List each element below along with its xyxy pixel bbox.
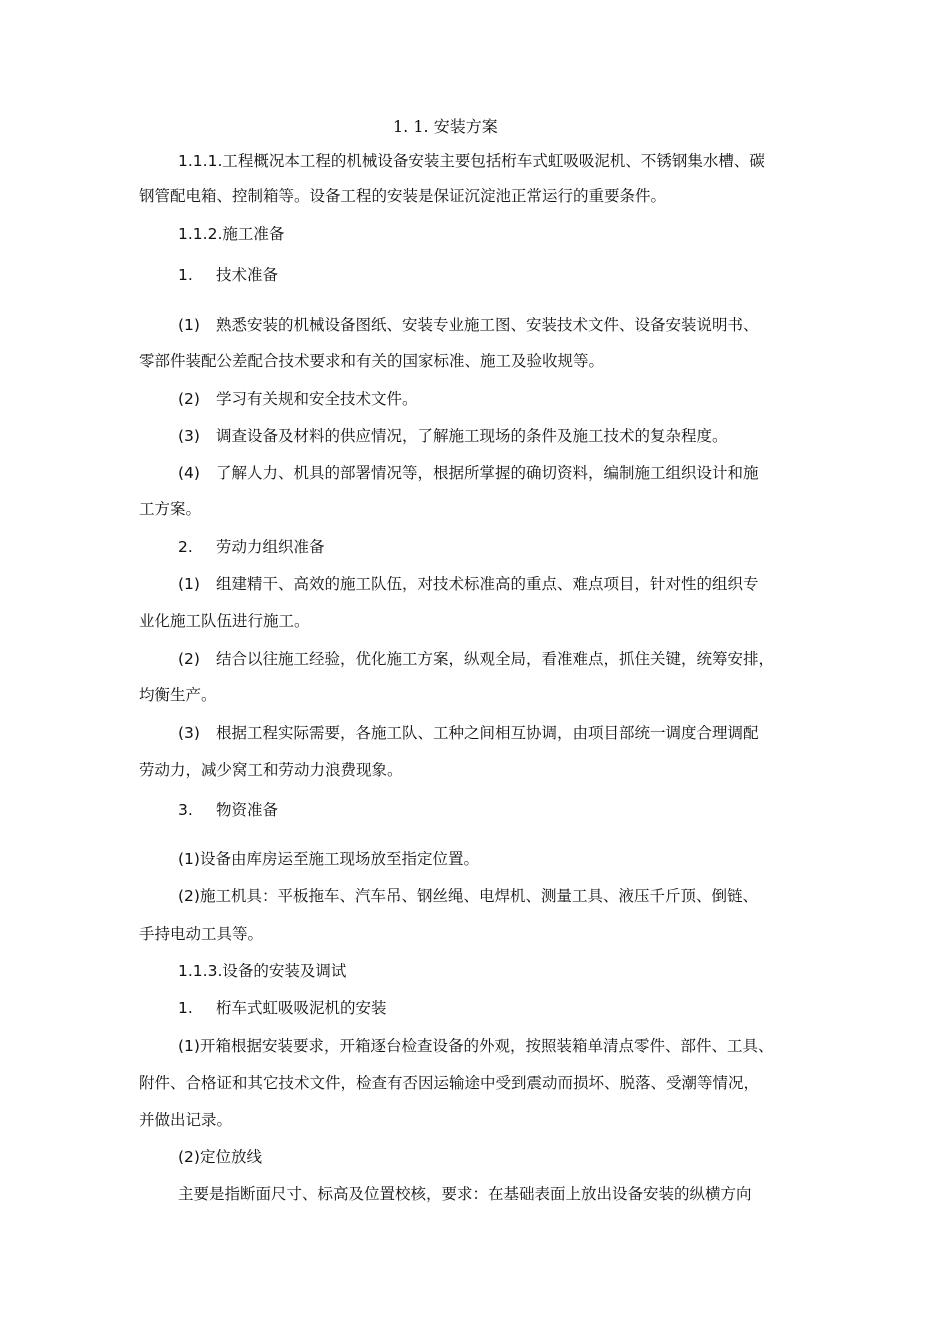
- paragraph-line: 零部件装配公差配合技术要求和有关的国家标准、施工及验收规等。: [139, 352, 605, 370]
- item-number: (3): [178, 427, 200, 445]
- paragraph-line: (1)设备由库房运至施工现场放至指定位置。: [178, 850, 479, 868]
- list-item: [178, 314, 759, 336]
- list-item: [178, 425, 728, 447]
- paragraph-line: 1.1.1.工程概况本工程的机械设备安装主要包括桁车式虹吸吸泥机、不锈钢集水槽、碳: [178, 152, 765, 170]
- item-number: (3): [178, 724, 200, 742]
- paragraph-line: 附件、合格证和其它技术文件，检查有否因运输途中受到震动而损坏、脱落、受潮等情况，: [139, 1074, 760, 1092]
- list-heading-text: 劳动力组织准备: [216, 538, 325, 556]
- list-heading: [178, 799, 278, 821]
- list-item: [178, 722, 759, 744]
- item-number: (1): [178, 316, 200, 334]
- paragraph-line: 手持电动工具等。: [139, 925, 264, 943]
- paragraph-line: 并做出记录。: [139, 1111, 233, 1129]
- subsection-heading: 1.1.2.施工准备: [178, 225, 285, 243]
- list-heading-text: 技术准备: [216, 266, 279, 284]
- item-text: 组建精干、高效的施工队伍，对技术标准高的重点、难点项目，针对性的组织专: [216, 575, 759, 593]
- subsection-heading: 1.1.3.设备的安装及调试: [178, 962, 347, 980]
- list-item: [178, 573, 759, 595]
- paragraph-line: 业化施工队伍进行施工。: [139, 612, 310, 630]
- list-item: [178, 462, 759, 484]
- list-item: [178, 648, 774, 670]
- item-number: (1): [178, 575, 200, 593]
- item-number: (4): [178, 464, 200, 482]
- list-number: 3.: [178, 801, 193, 819]
- paragraph-line: 钢管配电箱、控制箱等。设备工程的安装是保证沉淀池正常运行的重要条件。: [139, 187, 667, 205]
- paragraph-line: (1)开箱根据安装要求，开箱逐台检查设备的外观，按照装箱单清点零件、部件、工具、: [178, 1037, 774, 1055]
- paragraph-line: 主要是指断面尺寸、标高及位置校核，要求：在基础表面上放出设备安装的纵横方向: [178, 1185, 752, 1203]
- item-number: (2): [178, 390, 200, 408]
- item-text: 根据工程实际需要，各施工队、工种之间相互协调，由项目部统一调度合理调配: [216, 724, 759, 742]
- list-heading-text: 物资准备: [216, 801, 279, 819]
- list-heading: [178, 536, 325, 558]
- item-text: 学习有关规和安全技术文件。: [216, 390, 418, 408]
- item-text: 结合以往施工经验，优化施工方案，纵观全局，看准难点，抓住关键，统筹安排，: [216, 650, 775, 668]
- item-text: 熟悉安装的机械设备图纸、安装专业施工图、安装技术文件、设备安装说明书、: [216, 316, 759, 334]
- section-title: 1. 1. 安装方案: [393, 117, 498, 136]
- paragraph-line: 均衡生产。: [139, 686, 217, 704]
- list-number: 2.: [178, 538, 193, 556]
- paragraph-line: (2)施工机具：平板拖车、汽车吊、钢丝绳、电焊机、测量工具、液压千斤顶、倒链、: [178, 887, 758, 905]
- list-heading: [178, 997, 387, 1019]
- list-heading: [178, 264, 278, 286]
- paragraph-line: (2)定位放线: [178, 1148, 262, 1166]
- list-item: [178, 388, 418, 410]
- item-text: 调查设备及材料的供应情况，了解施工现场的条件及施工技术的复杂程度。: [216, 427, 728, 445]
- paragraph-line: 劳动力，减少窝工和劳动力浪费现象。: [139, 761, 403, 779]
- paragraph-line: 工方案。: [139, 500, 202, 518]
- list-heading-text: 桁车式虹吸吸泥机的安装: [216, 999, 387, 1017]
- item-text: 了解人力、机具的部署情况等，根据所掌握的确切资料，编制施工组织设计和施: [216, 464, 759, 482]
- list-number: 1.: [178, 266, 193, 284]
- item-number: (2): [178, 650, 200, 668]
- list-number: 1.: [178, 999, 193, 1017]
